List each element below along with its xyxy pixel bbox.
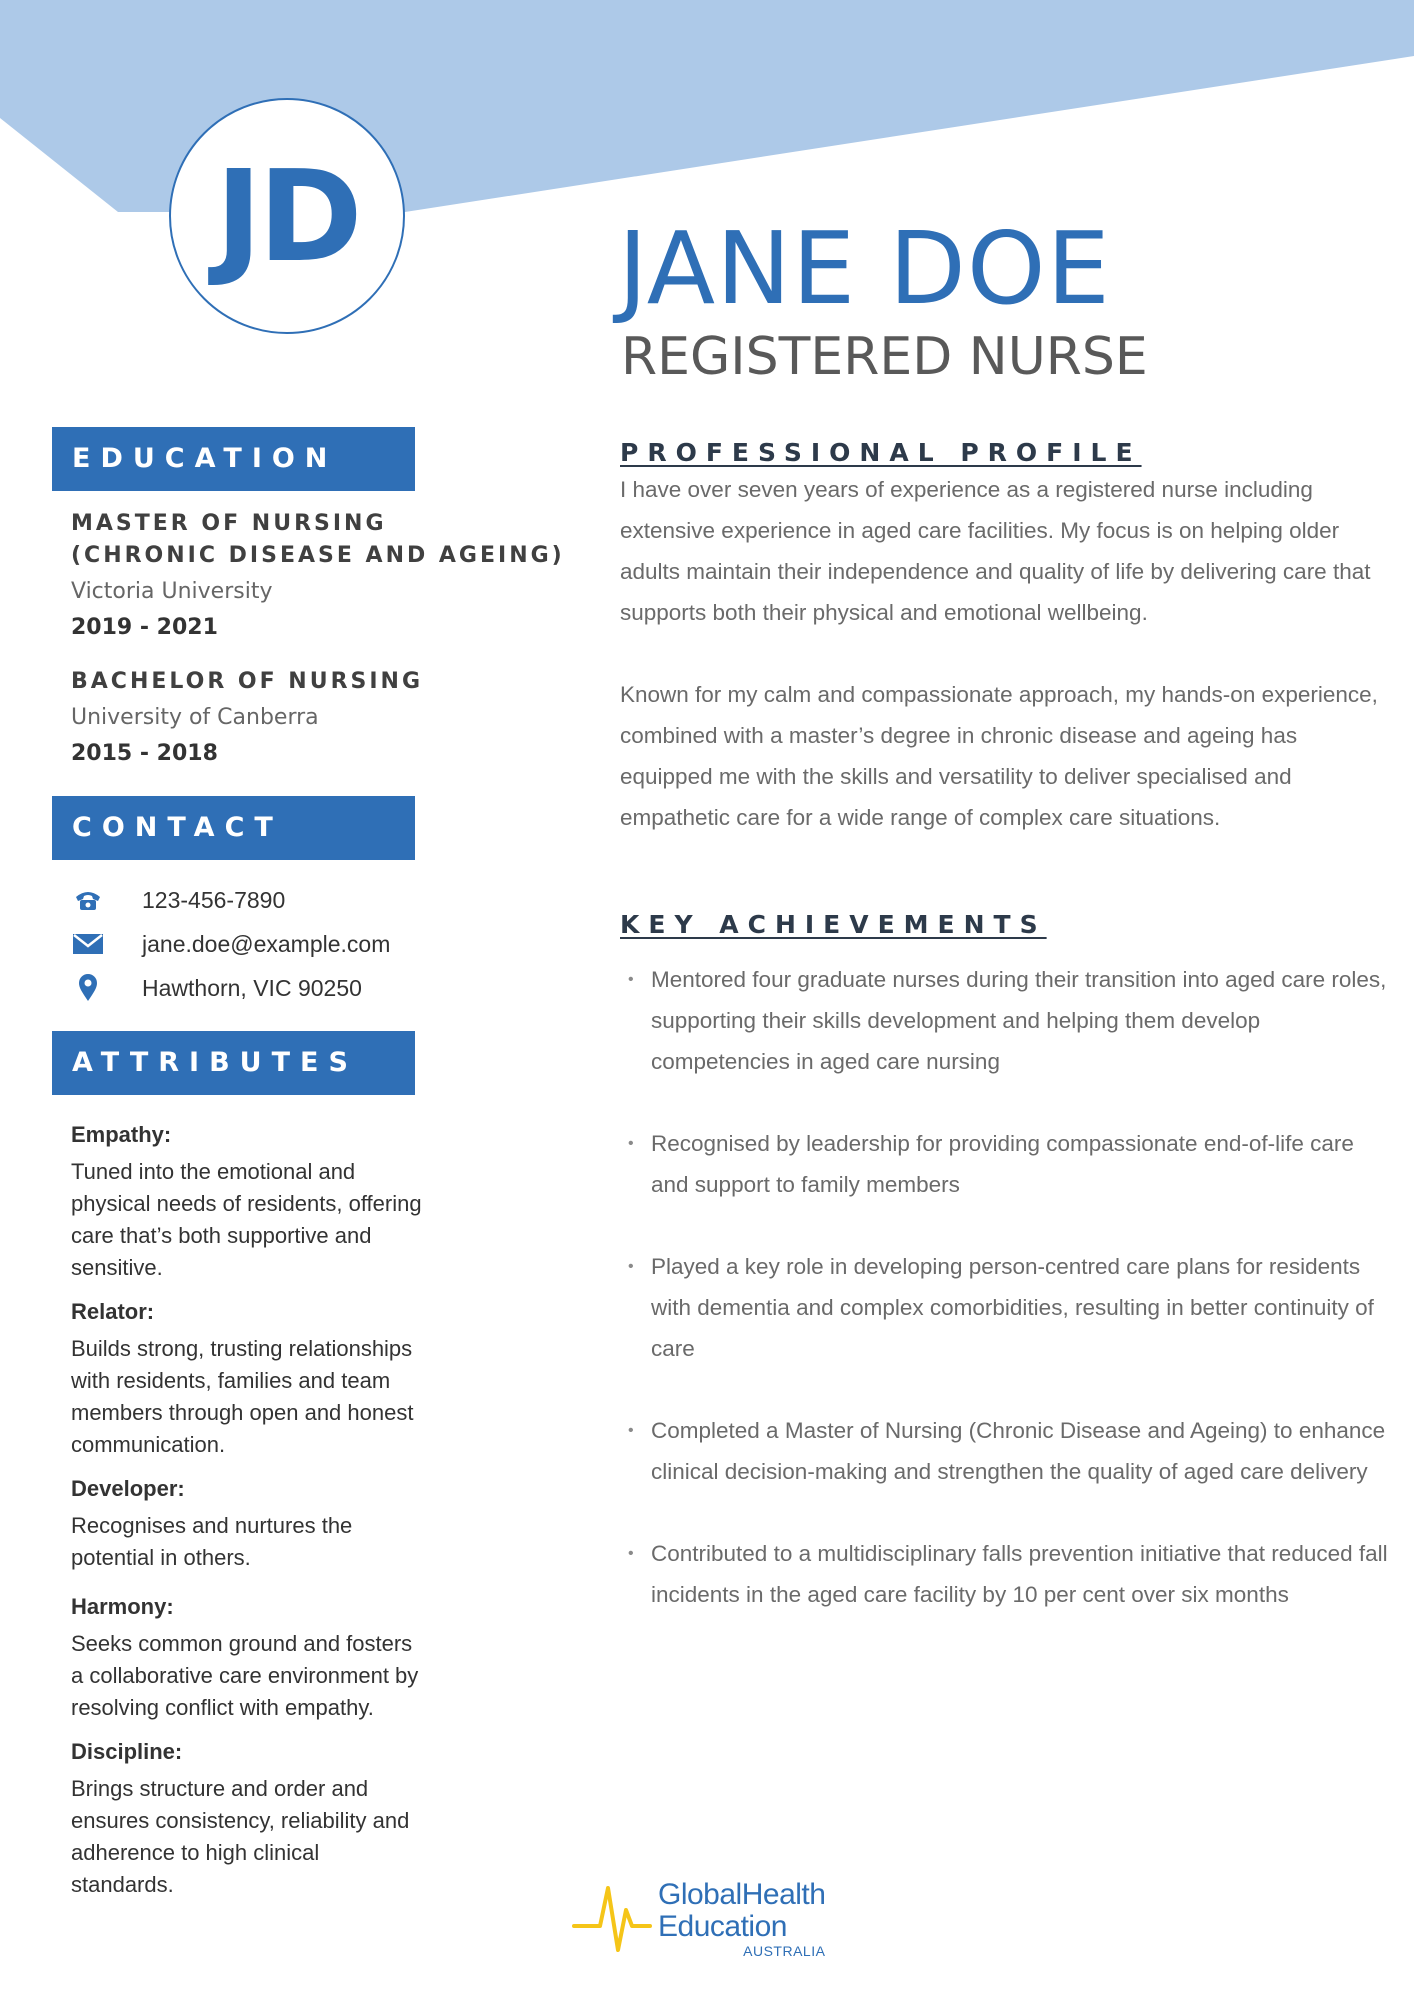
profile-paragraph: Known for my calm and compassionate approach, my hands-on experience, combined with a master’s degree in chronic disease and ageing has equipped me with the skills and versatility to deliver specialised and empathetic care for a wide range of complex care situations. [620,682,1378,830]
attribute-item [52,1474,422,1574]
achievement-item [620,1246,1390,1369]
globalhealth-logo [572,1880,825,1958]
achievement-item [620,1410,1390,1492]
contact-phone [52,878,422,922]
achievement-text: Recognised by leadership for providing compassionate end-of-life care and support to family members [651,1131,1354,1197]
attribute-description: Recognises and nurtures the potential in others. [71,1513,353,1570]
heartbeat-line-icon [572,1880,652,1958]
attribute-label: Discipline: [71,1739,183,1764]
attribute-item [52,1592,422,1724]
left-column [52,427,565,1901]
attribute-description: Tuned into the emotional and physical needs of residents, offering care that’s both supportive and sensitive. [71,1159,422,1280]
achievement-text: Contributed to a multidisciplinary falls prevention initiative that reduced fall incidents in the aged care facility by 10 per cent over six months [651,1541,1388,1607]
logo-line2: Education [658,1910,787,1943]
contact-location [52,966,422,1010]
attributes-list [52,1120,422,1901]
attribute-item [52,1120,422,1284]
attribute-description: Builds strong, trusting relationships with residents, families and team members through open and honest communication. [71,1336,414,1457]
map-pin-icon [70,974,106,1002]
bullet: • [628,1545,634,1562]
attribute-item [52,1737,422,1901]
achievements-heading: KEY ACHIEVEMENTS [620,910,1047,939]
profile-heading: PROFESSIONAL PROFILE [620,438,1142,467]
profile-paragraph: I have over seven years of experience as a registered nurse including extensive experience in aged care facilities. My focus is on helping older adults maintain their independence and quality of life by delivering care that supports both their physical and emotional wellbeing. [620,477,1371,625]
achievement-item [620,959,1390,1082]
education-item [52,508,565,644]
study-years: 2019 - 2021 [71,615,218,640]
bullet: • [628,1422,634,1439]
attribute-label: Harmony: [71,1594,174,1619]
education-heading: EDUCATION [52,427,415,491]
location: Hawthorn, VIC 90250 [142,974,362,1001]
attribute-label: Empathy: [71,1122,172,1147]
attribute-description: Seeks common ground and fosters a collaborative care environment by resolving conflict with empathy. [71,1631,419,1720]
monogram-circle [169,98,405,334]
attribute-description: Brings structure and order and ensures consistency, reliability and adherence to high clinical standards. [71,1776,410,1897]
education-item [52,666,422,770]
contact-heading: CONTACT [52,796,415,860]
right-column [620,438,1390,1615]
contact-email [52,922,422,966]
attributes-heading: ATTRIBUTES [52,1031,415,1095]
bullet: • [628,1135,634,1152]
attribute-label: Relator: [71,1299,155,1324]
logo-line1: GlobalHealth [658,1878,826,1911]
attribute-label: Developer: [71,1476,185,1501]
candidate-name: JANE DOE [618,210,1111,327]
attribute-item [52,1297,422,1461]
school-name: Victoria University [71,579,273,604]
achievements-list [620,959,1390,1615]
logo-line3: AUSTRALIA [743,1943,826,1959]
email-address[interactable]: jane.doe@example.com [142,930,391,957]
logo-text [658,1880,825,1958]
job-title: REGISTERED NURSE [621,327,1148,387]
achievement-text: Mentored four graduate nurses during their transition into aged care roles, supporting their skills development and helping them develop competencies in aged care nursing [651,967,1387,1074]
study-years: 2015 - 2018 [71,741,218,766]
contact-list [52,878,422,1010]
envelope-icon [70,930,106,958]
phone-icon [70,886,106,914]
achievement-text: Played a key role in developing person-centred care plans for residents with dementia and complex comorbidities, resulting in better continuity of care [651,1254,1374,1361]
achievement-text: Completed a Master of Nursing (Chronic Disease and Ageing) to enhance clinical decision-making and strengthen the quality of aged care delivery [651,1418,1386,1484]
phone-number[interactable]: 123-456-7890 [142,886,286,913]
degree-subtitle: (CHRONIC DISEASE AND AGEING) [71,543,565,568]
achievement-item [620,1533,1390,1615]
degree-title: BACHELOR OF NURSING [71,669,424,694]
bullet: • [628,1258,634,1275]
bullet: • [628,971,634,988]
achievement-item [620,1123,1390,1205]
monogram-initials: JD [215,142,359,290]
school-name: University of Canberra [71,705,319,730]
degree-title: MASTER OF NURSING [71,511,387,536]
